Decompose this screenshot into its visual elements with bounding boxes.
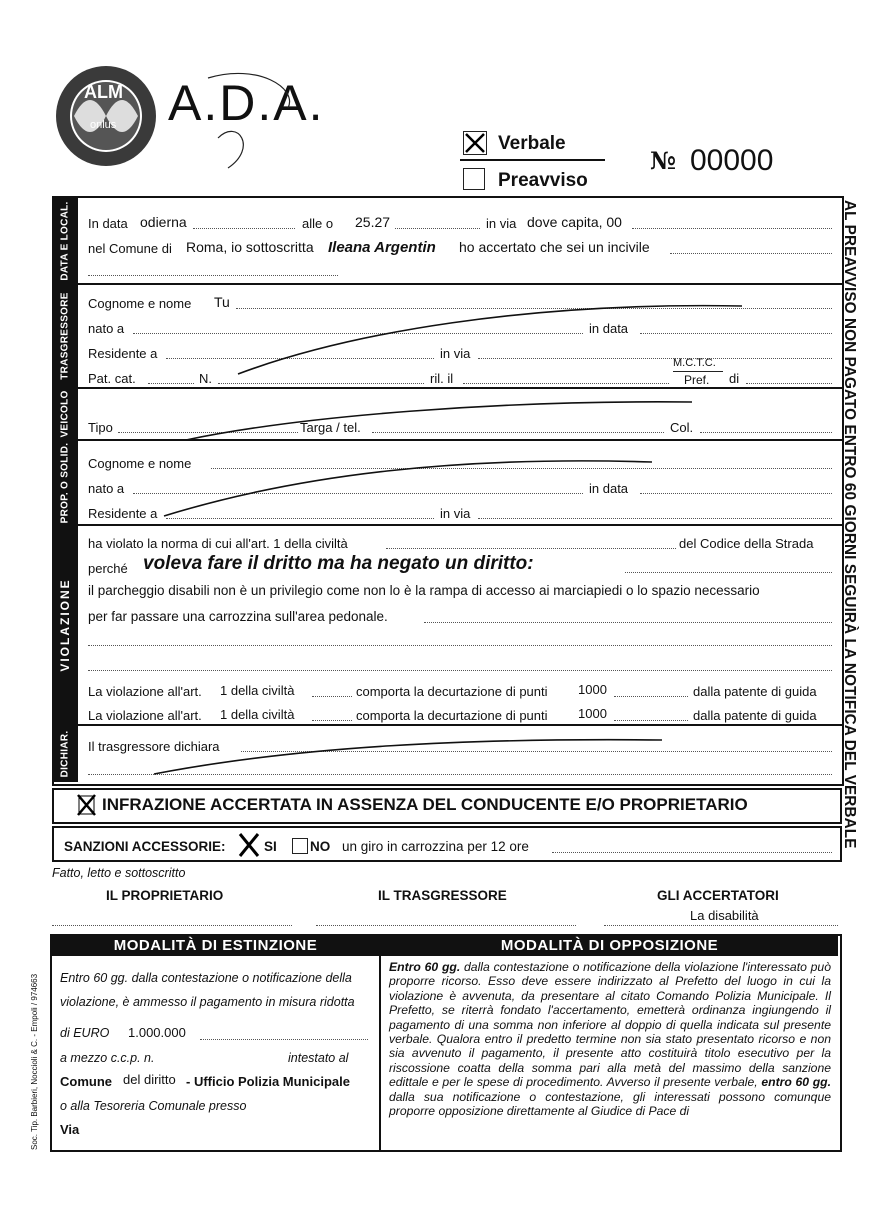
punti-value[interactable]: 1000 <box>578 706 607 721</box>
col-label: Col. <box>670 420 694 435</box>
n-label: N. <box>199 371 212 386</box>
prop-in-via-label: in via <box>440 506 471 521</box>
mctc-label: M.C.T.C. <box>673 357 716 369</box>
divider <box>52 524 842 526</box>
divider <box>52 387 842 389</box>
strike-line <box>150 734 670 780</box>
codice-label: del Codice della Strada <box>679 536 814 551</box>
verbale-label: Verbale <box>498 133 566 154</box>
alm-logo <box>54 64 158 168</box>
opposizione-text2: dalla sua notificazione o contestazione, gli interessati possono comunque proporre opposizione direttamente al Giudice di Pace di <box>389 1089 831 1119</box>
org-logo: A.D.A. <box>168 75 325 131</box>
preavviso-label: Preavviso <box>498 170 588 191</box>
in-via-label: in via <box>486 216 517 231</box>
sanzioni-value[interactable]: un giro in carrozzina per 12 ore <box>342 839 529 854</box>
alm-logo-text: ALM <box>84 82 123 102</box>
opposizione-entro2-bold: entro 60 gg. <box>761 1075 831 1090</box>
punti-suffix-label: dalla patente di guida <box>693 708 817 723</box>
accertatori-label: GLI ACCERTATORI <box>657 888 779 903</box>
punti-value[interactable]: 1000 <box>578 682 607 697</box>
bottom-col-divider <box>379 934 381 1150</box>
in-data-value[interactable]: odierna <box>140 214 187 230</box>
alm-logo-onlus: onlus <box>90 119 117 131</box>
patcat-label: Pat. cat. <box>88 371 136 386</box>
numero-value: 00000 <box>690 144 774 177</box>
intestato-label: intestato al <box>288 1051 349 1065</box>
opposizione-text1: dalla contestazione o notificazione della violazione l'interessato può proporre ricorso. Esso deve essere indirizzato al Prefetto del luogo in cui la violazione è avvenuta, da presentare al citato Comando Polizia Municipale. Il Prefetto, se riterrà fondato l'accertamento, emetterà ordinanza ingiungendo il pagamento di una somma non inferiore al doppio di quella indicata sul presente verbale. Qualora entro il predetto termine non sia stato presentato ricorso e non sia avvenuto il pagamento, il presente atto costituirà titolo esecutivo per la riscossione coatta della somma pari alla metà del massimo della sanzione edittale e per le spese di procedimento. Avverso il presente verbale, <box>389 960 831 1090</box>
punti-art-value[interactable]: 1 della civiltà <box>220 683 295 698</box>
comune-e-label: Comune <box>60 1074 112 1089</box>
sidebar-data-local: DATA E LOCAL. <box>52 198 78 283</box>
strike-line <box>230 292 750 382</box>
in-via-value[interactable]: dove capita, 00 <box>527 214 622 230</box>
sidebar-veicolo: VEICOLO <box>52 389 78 439</box>
alle-value[interactable]: 25.27 <box>355 214 391 230</box>
verbale-divider <box>460 159 605 161</box>
punti-suffix-label: dalla patente di guida <box>693 684 817 699</box>
perche-value[interactable]: voleva fare il dritto ma ha negato un diritto: <box>143 553 534 574</box>
punti-mid-label: comporta la decurtazione di punti <box>356 708 548 723</box>
sanzioni-label: SANZIONI ACCESSORIE: <box>64 839 226 854</box>
prop-in-data-label: in data <box>589 481 629 496</box>
comune-e-value[interactable]: del diritto <box>123 1072 176 1087</box>
divider <box>52 283 842 285</box>
in-data-label: In data <box>88 216 128 231</box>
euro-value[interactable]: 1.000.000 <box>128 1025 186 1040</box>
trasg-cognome-label: Cognome e nome <box>88 296 192 311</box>
dichiara-label: Il trasgressore dichiara <box>88 739 220 754</box>
trasgressore-label: IL TRASGRESSORE <box>378 888 507 903</box>
trasg-nato-label: nato a <box>88 321 125 336</box>
opposizione-entro-bold: Entro 60 gg. <box>389 960 461 974</box>
si-checkbox[interactable] <box>238 832 262 858</box>
infrazione-checkbox[interactable] <box>76 793 96 815</box>
no-label: NO <box>310 839 331 854</box>
ril-label: ril. il <box>430 371 454 386</box>
numero-symbol: № <box>650 146 677 175</box>
org-logo-swirl <box>198 68 308 172</box>
punti-mid-label: comporta la decurtazione di punti <box>356 684 548 699</box>
preavviso-checkbox[interactable] <box>463 168 485 190</box>
comune-label: nel Comune di <box>88 241 172 256</box>
verbale-checkbox[interactable] <box>463 131 487 155</box>
signer-name[interactable]: Ileana Argentin <box>328 239 436 256</box>
sidebar-trasgressore: TRASGRESSORE <box>52 285 78 387</box>
punti-prefix-label: La violazione all'art. <box>88 708 202 723</box>
violazione-line-2[interactable]: per far passare una carrozzina sull'area pedonale. <box>88 609 388 624</box>
opposizione-text <box>389 960 831 1118</box>
punti-prefix-label: La violazione all'art. <box>88 684 202 699</box>
accertato-text[interactable]: ho accertato che sei un incivile <box>459 239 650 255</box>
euro-label: di EURO <box>60 1026 110 1040</box>
estinzione-header: MODALITÀ DI ESTINZIONE <box>52 936 379 956</box>
strike-line <box>180 396 700 446</box>
trasg-in-via-label: in via <box>440 346 471 361</box>
di-label: di <box>729 371 740 386</box>
si-label: SI <box>264 839 277 854</box>
dotted-line <box>312 696 352 697</box>
sidebar-dichiar: DICHIAR. <box>52 726 78 782</box>
no-checkbox[interactable] <box>292 838 308 854</box>
punti-art-value[interactable]: 1 della civiltà <box>220 707 295 722</box>
proprietario-label: IL PROPRIETARIO <box>106 888 224 903</box>
dotted-line <box>614 696 688 697</box>
prop-nato-label: nato a <box>88 481 125 496</box>
accertatori-value[interactable]: La disabilità <box>690 908 759 923</box>
sidebar-prop-solid: PROP. O SOLID. <box>52 441 78 524</box>
comune-value[interactable]: Roma, io sottoscritta <box>186 239 314 255</box>
targa-label: Targa / tel. <box>300 420 361 435</box>
infrazione-text: INFRAZIONE ACCERTATA IN ASSENZA DEL CONDUCENTE E/O PROPRIETARIO <box>102 795 748 814</box>
prop-cognome-label: Cognome e nome <box>88 456 192 471</box>
prop-residente-label: Residente a <box>88 506 158 521</box>
alle-label: alle o <box>302 216 334 231</box>
via-label: Via <box>60 1122 80 1137</box>
sidebar-violazione: VIOLAZIONE <box>52 526 78 724</box>
trasg-residente-label: Residente a <box>88 346 158 361</box>
ccp-label: a mezzo c.c.p. n. <box>60 1051 155 1065</box>
divider <box>52 724 842 726</box>
fatto-text: Fatto, letto e sottoscritto <box>52 866 186 880</box>
estinzione-p1: Entro 60 gg. dalla contestazione o notificazione della violazione, è ammesso il pagamento in misura ridotta <box>60 971 355 1009</box>
trasg-cognome-value[interactable]: Tu <box>214 294 230 310</box>
strike-line <box>160 450 660 522</box>
trasg-in-data-label: in data <box>589 321 629 336</box>
tipo-label: Tipo <box>88 420 113 435</box>
tesoreria-label: o alla Tesoreria Comunale presso <box>60 1099 247 1113</box>
ufficio-label: - Ufficio Polizia Municipale <box>186 1074 350 1089</box>
dotted-line <box>312 720 352 721</box>
dotted-line <box>614 720 688 721</box>
pref-label: Pref. <box>684 373 710 387</box>
violazione-line-1[interactable]: il parcheggio disabili non è un privilegio come non lo è la rampa di accesso ai marciapiedi o lo spazio necessario <box>88 583 760 598</box>
norma-label: ha violato la norma di cui all'art. 1 della civiltà <box>88 536 348 551</box>
perche-label: perché <box>88 561 128 576</box>
opposizione-header: MODALITÀ DI OPPOSIZIONE <box>381 936 838 956</box>
